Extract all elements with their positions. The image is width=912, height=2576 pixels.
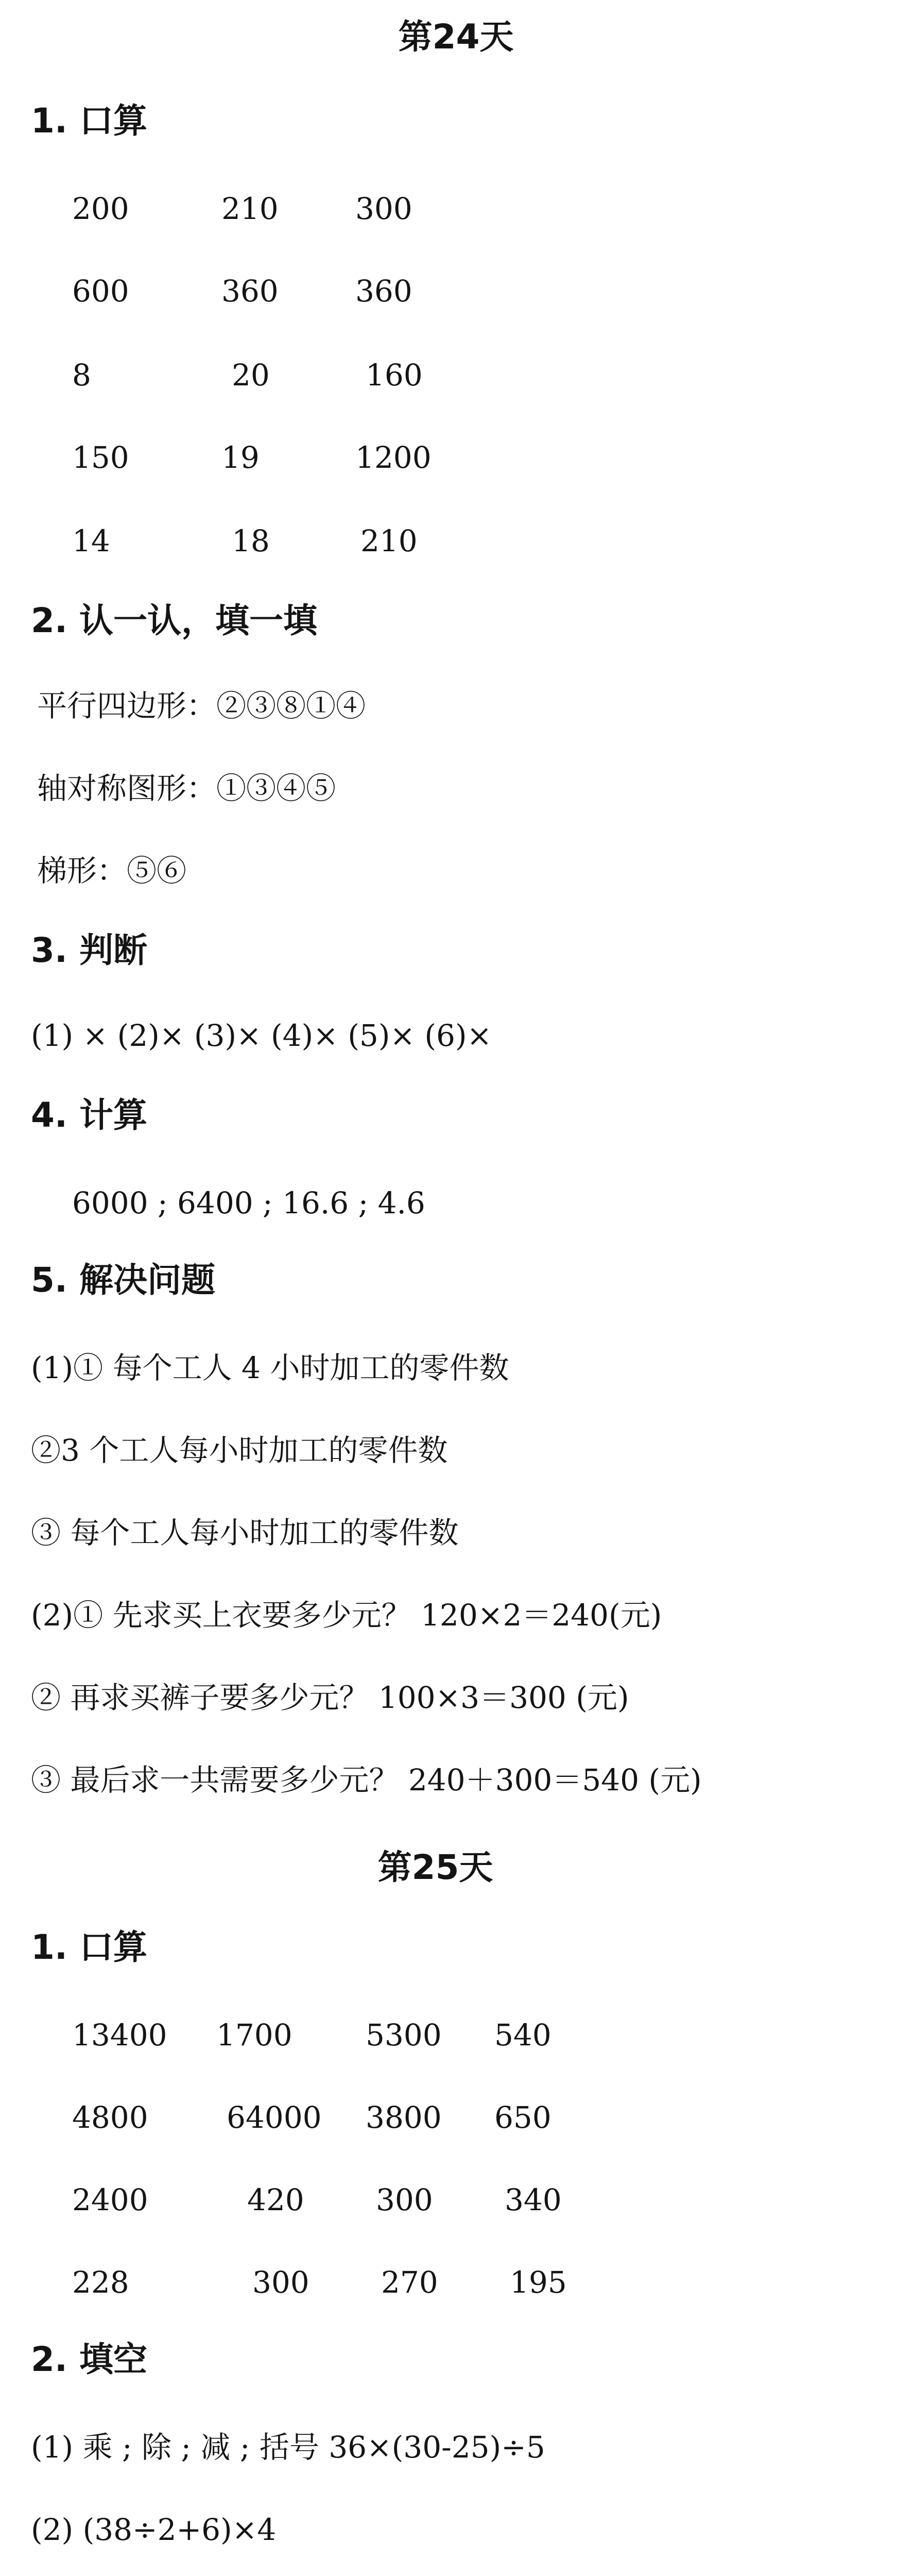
day24-mental-math-heading: 1. 口算 [31,101,147,141]
answer-cell: 420 [247,2182,304,2217]
answer-cell: 19 [221,440,260,475]
answer-cell: 360 [355,274,412,309]
judge-answers: (1) × (2)× (3)× (4)× (5)× (6)× [31,1018,492,1053]
day24-problem-heading: 5. 解决问题 [31,1260,215,1300]
answer-cell: 200 [72,191,129,226]
axisymmetric-answer: 轴对称图形：①③④⑤ [37,771,336,806]
problem-line: ③ 最后求一共需要多少元？ 240＋300＝540 (元) [31,1762,702,1798]
day24-judge-heading: 3. 判断 [31,930,147,970]
answer-cell: 270 [381,2265,438,2300]
answer-cell: 1700 [216,2018,292,2053]
day24-recognize-heading: 2. 认一认，填一填 [31,601,317,640]
answer-cell: 360 [221,274,279,309]
answer-cell: 14 [72,523,110,558]
problem-line: (1)① 每个工人 4 小时加工的零件数 [31,1350,509,1385]
day24-title: 第24天 [398,17,514,57]
parallelogram-answer: 平行四边形：②③⑧①④ [37,688,366,723]
day25-fill-heading: 2. 填空 [31,2340,147,2379]
answer-cell: 18 [232,523,270,558]
answer-cell: 650 [494,2100,552,2135]
answer-cell: 210 [221,191,279,226]
answer-cell: 300 [355,191,412,226]
answer-cell: 600 [72,274,129,309]
trapezoid-answer: 梯形：⑤⑥ [37,853,187,888]
day24-calc-heading: 4. 计算 [31,1095,147,1135]
answer-cell: 64000 [227,2100,322,2135]
answer-cell: 13400 [72,2018,167,2053]
answer-cell: 5300 [366,2018,442,2053]
answer-cell: 210 [360,523,418,558]
answer-cell: 150 [72,440,129,475]
fill-line: (1) 乘 ; 除 ; 减 ; 括号 36×(30-25)÷5 [31,2430,545,2465]
answer-cell: 2400 [72,2182,148,2217]
problem-line: ②3 个工人每小时加工的零件数 [31,1433,448,1468]
problem-line: (2)① 先求买上衣要多少元？ 120×2＝240(元) [31,1598,662,1633]
day25-title: 第25天 [377,1848,493,1887]
fill-line: (2) (38÷2+6)×4 [31,2512,277,2547]
answer-cell: 20 [232,358,270,393]
answer-cell: 195 [510,2265,567,2300]
answer-cell: 540 [494,2018,552,2053]
answer-cell: 8 [72,358,91,393]
problem-line: ② 再求买裤子要多少元？ 100×3＝300 (元) [31,1680,629,1715]
day25-mental-math-heading: 1. 口算 [31,1927,147,1967]
answer-cell: 228 [72,2265,129,2300]
answer-cell: 300 [252,2265,309,2300]
answer-cell: 300 [376,2182,433,2217]
answer-cell: 340 [505,2182,562,2217]
answer-cell: 160 [366,358,423,393]
calc-answers: 6000 ; 6400 ; 16.6 ; 4.6 [72,1185,425,1221]
problem-line: ③ 每个工人每小时加工的零件数 [31,1515,459,1550]
answer-cell: 1200 [355,440,432,475]
answer-cell: 3800 [366,2100,442,2135]
answer-cell: 4800 [72,2100,148,2135]
